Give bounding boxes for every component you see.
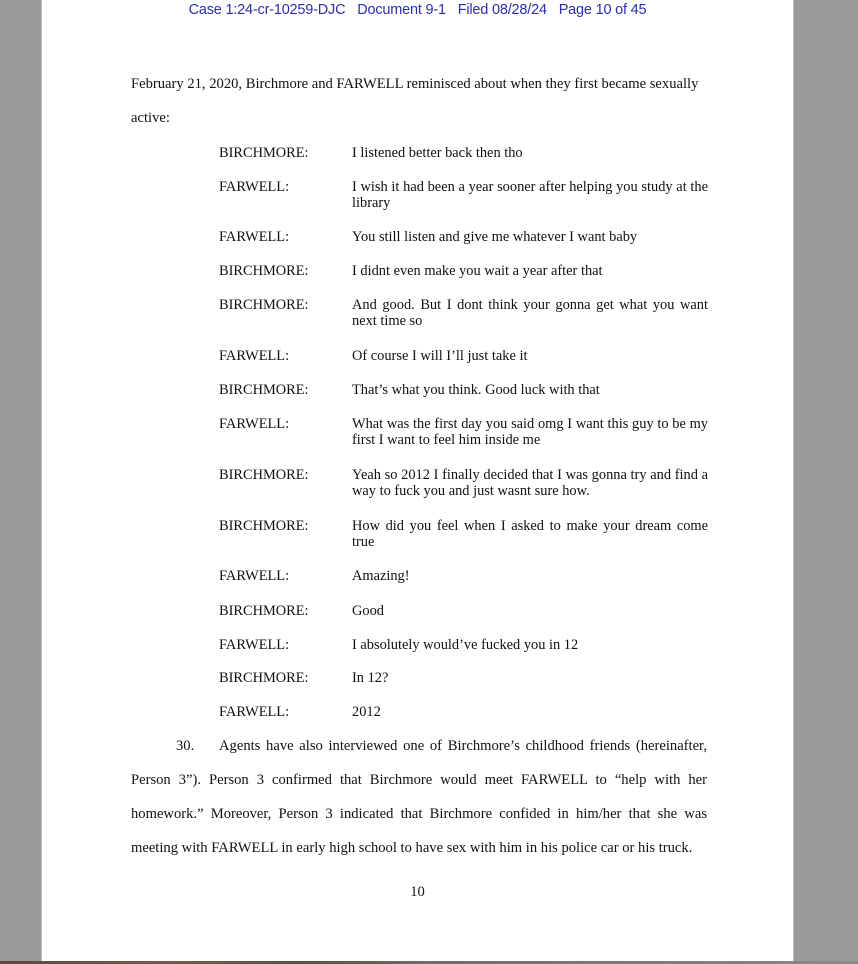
speech-text: How did you feel when I asked to make your dream come true — [352, 518, 708, 550]
speech-text: And good. But I dont think your gonna get what you want next time so — [352, 297, 708, 329]
ecf-filing-header — [42, 2, 793, 18]
speech-text: You still listen and give me whatever I want baby — [352, 229, 638, 245]
speech-text: I wish it had been a year sooner after helping you study at the library — [352, 179, 708, 211]
page-count: Page 10 of 45 — [558, 2, 647, 18]
speech-text: I listened better back then tho — [352, 145, 523, 161]
speaker-label: FARWELL: — [219, 568, 290, 584]
speech-text: 2012 — [352, 704, 381, 720]
page-number: 10 — [410, 884, 425, 900]
paragraph-line: Agents have also interviewed one of Birchmore’s childhood friends (hereinafter, — [219, 738, 707, 754]
speaker-label: FARWELL: — [219, 348, 290, 364]
paragraph-number: 30. — [176, 738, 195, 754]
filed-date: Filed 08/28/24 — [457, 2, 547, 18]
speaker-label: FARWELL: — [219, 229, 290, 245]
document-page — [41, 0, 794, 961]
case-number: Case 1:24-cr-10259-DJC — [188, 2, 346, 18]
speech-text: That’s what you think. Good luck with that — [352, 382, 600, 398]
speaker-label: BIRCHMORE: — [219, 603, 309, 619]
speaker-label: BIRCHMORE: — [219, 145, 309, 161]
paragraph-line: Person 3”). Person 3 confirmed that Birchmore would meet FARWELL to “help with her — [131, 772, 707, 788]
speaker-label: FARWELL: — [219, 704, 290, 720]
paragraph-line: meeting with FARWELL in early high school to have sex with him in his police car or his truck. — [131, 840, 693, 856]
speech-text: Yeah so 2012 I finally decided that I was gonna try and find a way to fuck you and just wasnt sure how. — [352, 467, 708, 499]
speaker-label: BIRCHMORE: — [219, 518, 309, 534]
paragraph-line: homework.” Moreover, Person 3 indicated that Birchmore confided in him/her that she was — [131, 806, 707, 822]
intro-line-2: active: — [131, 110, 170, 126]
speech-text: Of course I will I’ll just take it — [352, 348, 528, 364]
speaker-label: BIRCHMORE: — [219, 263, 309, 279]
speaker-label: BIRCHMORE: — [219, 382, 309, 398]
speech-text: I didnt even make you wait a year after that — [352, 263, 603, 279]
speech-text: Good — [352, 603, 384, 619]
speech-text: What was the first day you said omg I want this guy to be my first I want to feel him inside me — [352, 416, 708, 448]
speaker-label: BIRCHMORE: — [219, 670, 309, 686]
speaker-label: BIRCHMORE: — [219, 467, 309, 483]
speech-text: I absolutely would’ve fucked you in 12 — [352, 637, 579, 653]
speaker-label: BIRCHMORE: — [219, 297, 309, 313]
intro-line-1: February 21, 2020, Birchmore and FARWELL reminisced about when they first became sexually — [131, 76, 699, 92]
speech-text: In 12? — [352, 670, 389, 686]
document-number: Document 9-1 — [357, 2, 446, 18]
speaker-label: FARWELL: — [219, 179, 290, 195]
speaker-label: FARWELL: — [219, 416, 290, 432]
speech-text: Amazing! — [352, 568, 410, 584]
speaker-label: FARWELL: — [219, 637, 290, 653]
